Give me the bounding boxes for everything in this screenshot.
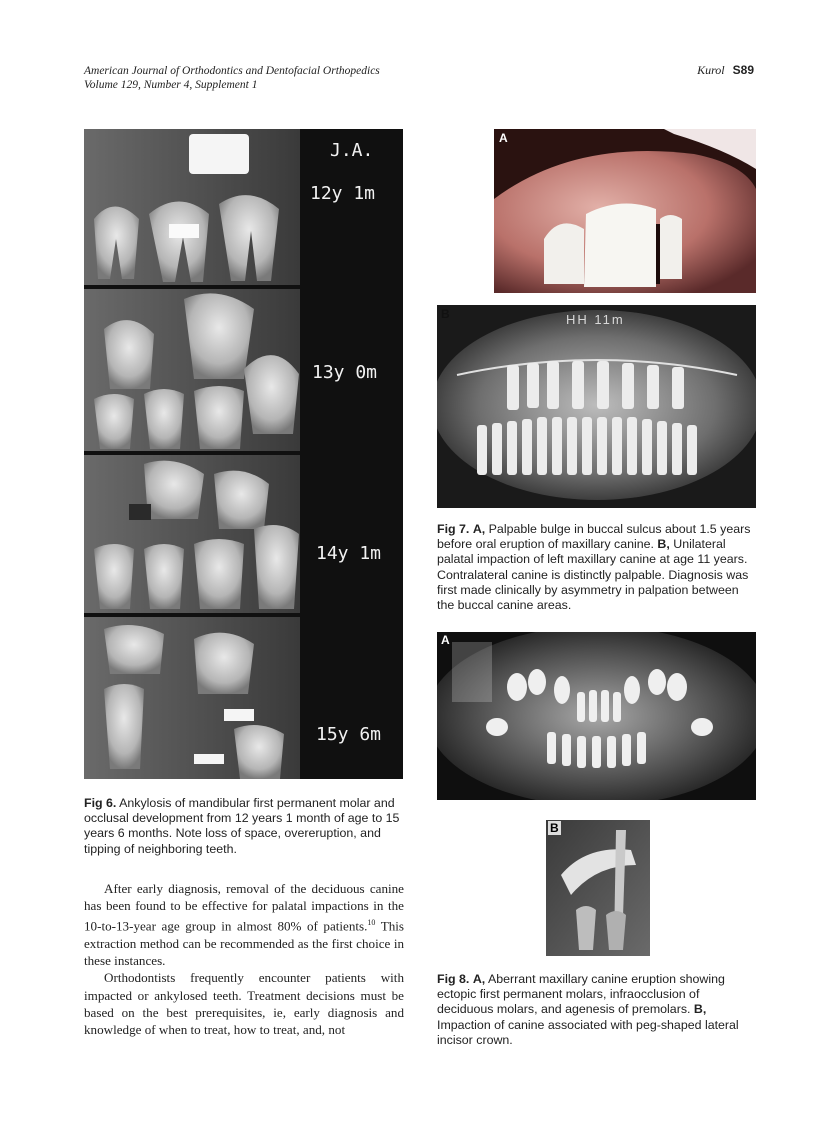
fig8-panel-b-letter: B — [550, 821, 559, 835]
fig6-age-label: 15y 6m — [316, 724, 382, 745]
fig6-age-label: 13y 0m — [312, 362, 378, 383]
fig6-radiograph-series — [84, 129, 403, 779]
page-number: S89 — [732, 63, 754, 77]
fig7-caption-a-text: Palpable bulge in buccal sulcus about 1.5 years before oral eruption of maxillary canine. — [437, 522, 751, 552]
fig7-caption-b-label: B, — [657, 537, 670, 552]
body-paragraph — [84, 880, 404, 969]
fig6-caption — [84, 796, 404, 857]
fig6-caption-label: Fig 6. — [84, 796, 117, 810]
journal-title: American Journal of Orthodontics and Dentofacial Orthopedics — [84, 65, 380, 77]
fig7-panel-a-letter: A — [499, 131, 508, 145]
fig8-panel-a-letter: A — [441, 633, 450, 647]
fig7b-xray-mark: HH 11m — [566, 312, 625, 327]
fig8-caption-a-text: Aberrant maxillary canine eruption showing ectopic first permanent molars, infraocclusion of deciduous molars, and agenesis of premolars. — [437, 972, 725, 1017]
reference-citation[interactable]: 10 — [367, 918, 376, 928]
fig6-age-label: 12y 1m — [310, 183, 376, 204]
journal-volume: Volume 129, Number 4, Supplement 1 — [84, 79, 258, 91]
fig8b-periapical-xray — [546, 820, 650, 956]
body-paragraph: Orthodontists frequently encounter patients with impacted or ankylosed teeth. Treatment decisions must be based on the best prerequisites, ie, early diagnosis and knowledge of when to treat, how to treat, and, not — [84, 970, 404, 1037]
fig6-age-label: 14y 1m — [316, 543, 382, 564]
fig8-caption-b-text: Impaction of canine associated with peg-shaped lateral incisor crown. — [437, 1017, 739, 1047]
page-header-right — [600, 63, 754, 78]
fig7a-clinical-photo — [494, 129, 756, 293]
fig8-caption-a-label: A, — [472, 972, 486, 986]
fig8-caption-b-label: B, — [693, 1002, 707, 1017]
running-header — [84, 64, 380, 92]
fig7-caption-b-text: Unilateral palatal impaction of left maxillary canine at age 11 years. Contralateral canine is distinctly palpable. Diagnosis was first made clinically by asymmetry in palpation between the buccal canine areas. — [437, 537, 749, 613]
running-author: Kurol — [697, 63, 725, 77]
body-p1-b: This extraction method can be recommended as the first choice in these instances. — [84, 918, 404, 969]
fig7-caption — [437, 522, 756, 613]
body-p1-a: After early diagnosis, removal of the deciduous canine has been found to be effective for palatal impactions in the 10-to-13-year age group in almost 80% of patients. — [84, 881, 404, 934]
body-text — [84, 880, 404, 1038]
fig7-caption-label: Fig 7. — [437, 522, 470, 536]
fig6-caption-text: Ankylosis of mandibular first permanent molar and occlusal development from 12 years 1 month of age to 15 years 6 months. Note loss of space, overeruption, and tipping of neighboring teeth. — [84, 796, 400, 856]
fig8-caption — [437, 972, 756, 1048]
fig8-caption-label: Fig 8. — [437, 972, 470, 986]
fig8a-panoramic-xray — [437, 632, 756, 800]
fig7-panel-b-letter: B — [441, 307, 450, 321]
fig6-patient-initials: J.A. — [330, 140, 374, 161]
fig7b-panoramic-xray — [437, 305, 756, 508]
fig7-caption-a-label: A, — [472, 522, 486, 536]
